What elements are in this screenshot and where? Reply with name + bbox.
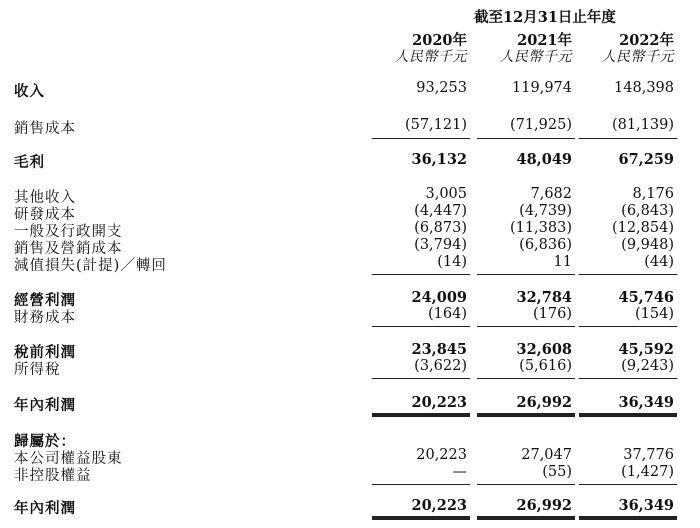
value-2020: 24,009	[411, 289, 467, 306]
value-2021: 119,974	[512, 80, 572, 96]
value-2021: 27,047	[521, 447, 572, 463]
row-label: 收入	[14, 83, 45, 100]
row-gross-profit	[0, 151, 700, 171]
row-label: 一般及行政開支	[14, 224, 123, 240]
value-2020: 3,005	[425, 186, 467, 202]
value-2022: (9,948)	[621, 237, 674, 253]
value-2022: 8,176	[632, 186, 674, 202]
subtotal-rule	[579, 274, 677, 275]
value-2020: 36,132	[411, 151, 467, 168]
value-2021: (4,739)	[519, 203, 572, 219]
value-2021: 11	[553, 254, 572, 270]
subtotal-rule	[579, 326, 677, 327]
row-profit-for-year-total	[0, 497, 700, 517]
value-2022: (6,843)	[621, 203, 674, 219]
value-2020: (4,447)	[414, 203, 467, 219]
row-label: 年內利潤	[14, 500, 76, 517]
row-finance-costs	[0, 306, 700, 326]
row-label: 經營利潤	[14, 292, 76, 309]
subtotal-rule	[477, 274, 575, 275]
subtotal-rule	[579, 138, 677, 139]
subtotal-rule	[372, 484, 470, 485]
value-2020: (14)	[437, 254, 467, 270]
value-2022: (81,139)	[611, 117, 674, 133]
value-2022: 36,349	[618, 394, 674, 411]
value-2021: (11,383)	[509, 220, 572, 236]
row-label: 年內利潤	[14, 397, 76, 414]
value-2022: (44)	[644, 254, 674, 270]
subtotal-rule	[477, 326, 575, 327]
value-2021: (55)	[542, 464, 572, 480]
subtotal-rule	[477, 484, 575, 485]
subtotal-rule	[372, 378, 470, 379]
total-double-rule	[477, 516, 575, 520]
subtotal-rule	[372, 138, 470, 139]
value-2022: 148,398	[614, 80, 674, 96]
value-2020: 93,253	[416, 80, 467, 96]
row-label: 銷售及營銷成本	[14, 241, 123, 257]
value-2020: 23,845	[411, 341, 467, 358]
total-double-rule	[579, 516, 677, 520]
row-label: 毛利	[14, 154, 45, 171]
subtotal-rule	[477, 378, 575, 379]
row-revenue	[0, 80, 700, 100]
value-2022: 45,592	[618, 341, 674, 358]
row-label: 財務成本	[14, 310, 76, 326]
value-2020: 20,223	[411, 394, 467, 411]
value-2022: (1,427)	[621, 464, 674, 480]
unit-header-2020: 人民幣千元	[394, 49, 467, 65]
total-double-rule	[372, 413, 470, 417]
row-income-tax	[0, 358, 700, 378]
value-2021: 26,992	[516, 394, 572, 411]
value-2022: (12,854)	[611, 220, 674, 236]
value-2020: (3,794)	[414, 237, 467, 253]
row-label: 減值損失(計提)／轉回	[14, 258, 167, 274]
total-double-rule	[579, 413, 677, 417]
value-2021: 32,608	[516, 341, 572, 358]
unit-header-2021: 人民幣千元	[499, 49, 572, 65]
value-2020: (164)	[428, 306, 467, 322]
total-double-rule	[477, 413, 575, 417]
value-2021: (5,616)	[519, 358, 572, 374]
row-label: 本公司權益股東	[14, 451, 123, 467]
value-2021: (6,836)	[519, 237, 572, 253]
period-header: 截至12月31日止年度	[474, 9, 616, 26]
unit-header-2022: 人民幣千元	[601, 49, 674, 65]
row-label: 所得稅	[14, 362, 61, 378]
row-profit-for-year	[0, 394, 700, 414]
year-2022-header: 2022年	[619, 32, 674, 49]
year-2021-header: 2021年	[517, 32, 572, 49]
row-label: 研發成本	[14, 207, 76, 223]
value-2020: 20,223	[416, 447, 467, 463]
row-label: 其他收入	[14, 190, 76, 206]
row-label: 歸屬於：	[14, 433, 76, 450]
subtotal-rule	[372, 274, 470, 275]
value-2020: —	[452, 464, 467, 480]
year-2020-header: 2020年	[412, 32, 467, 49]
value-2022: 67,259	[618, 151, 674, 168]
subtotal-rule	[579, 484, 677, 485]
value-2022: (9,243)	[621, 358, 674, 374]
row-cost-of-sales	[0, 117, 700, 137]
value-2021: 26,992	[516, 497, 572, 514]
subtotal-rule	[477, 138, 575, 139]
value-2022: (154)	[635, 306, 674, 322]
value-2021: 7,682	[530, 186, 572, 202]
row-impairment	[0, 254, 700, 274]
subtotal-rule	[372, 326, 470, 327]
total-double-rule	[372, 516, 470, 520]
row-label: 銷售成本	[14, 121, 76, 137]
row-label: 非控股權益	[14, 468, 92, 484]
value-2021: (176)	[533, 306, 572, 322]
value-2022: 37,776	[623, 447, 674, 463]
row-non-controlling-interests	[0, 464, 700, 484]
value-2021: 48,049	[516, 151, 572, 168]
value-2022: 36,349	[618, 497, 674, 514]
value-2022: 45,746	[618, 289, 674, 306]
value-2020: (3,622)	[414, 358, 467, 374]
value-2020: 20,223	[411, 497, 467, 514]
value-2021: (71,925)	[509, 117, 572, 133]
row-label: 稅前利潤	[14, 344, 76, 361]
value-2020: (6,873)	[414, 220, 467, 236]
value-2021: 32,784	[516, 289, 572, 306]
value-2020: (57,121)	[404, 117, 467, 133]
subtotal-rule	[579, 378, 677, 379]
